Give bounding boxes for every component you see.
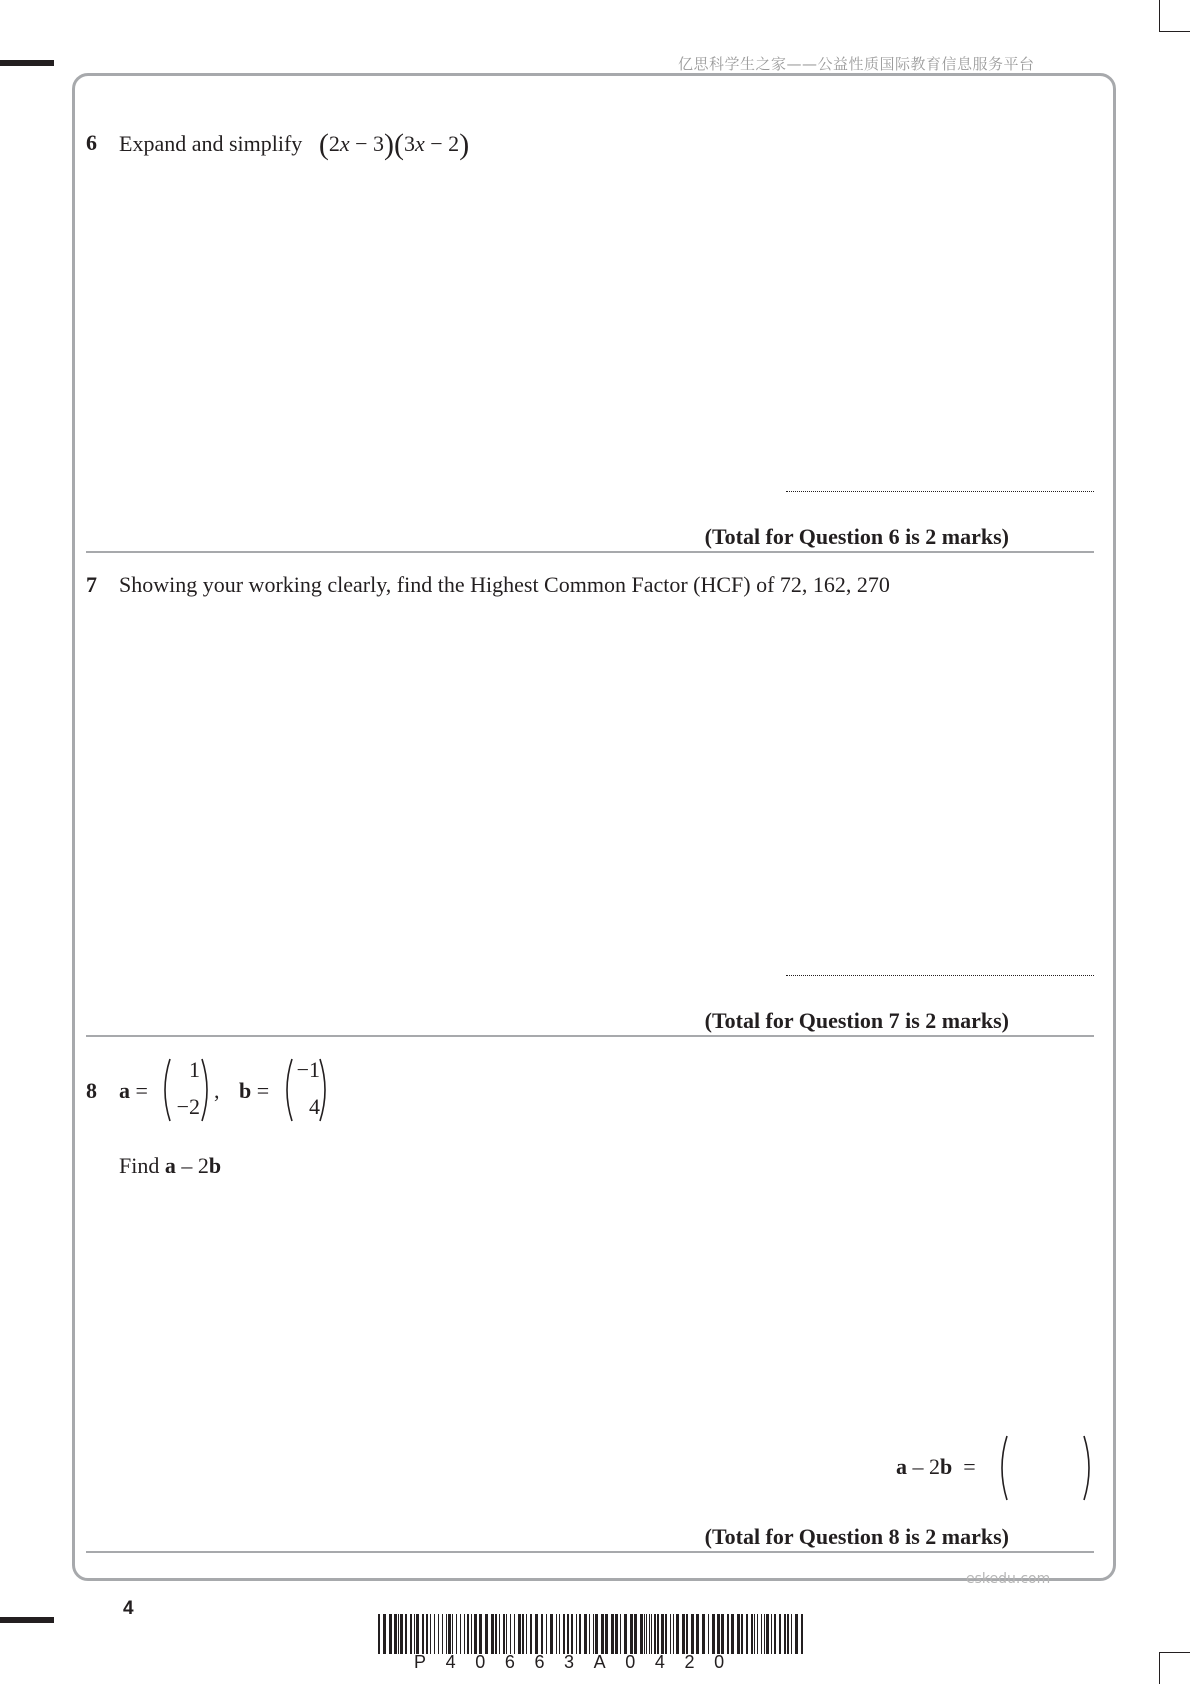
barcode-bar — [394, 1614, 397, 1654]
page-number: 4 — [123, 1598, 134, 1619]
vector-a-equals: = — [135, 1078, 148, 1103]
barcode-bar — [741, 1614, 743, 1654]
barcode-bar — [640, 1614, 643, 1654]
answer-vector-a: a — [896, 1454, 907, 1479]
barcode-bar — [576, 1614, 577, 1654]
barcode-bar — [611, 1614, 614, 1654]
barcode-bar — [452, 1614, 453, 1654]
crop-mark-top-right-v — [1159, 0, 1160, 32]
barcode-bar — [398, 1614, 399, 1654]
paren-open-2: ( — [394, 128, 404, 161]
barcode — [378, 1614, 810, 1654]
barcode-bar — [405, 1614, 407, 1654]
question-7-number: 7 — [86, 572, 97, 597]
barcode-bar — [530, 1614, 532, 1654]
answer-left-paren — [995, 1434, 1009, 1502]
barcode-bar — [754, 1614, 755, 1654]
barcode-bar — [791, 1614, 792, 1654]
answer-vector-box[interactable] — [1012, 1436, 1092, 1500]
barcode-bar — [556, 1614, 557, 1654]
vector-a-bottom: −2 — [176, 1094, 200, 1119]
barcode-bar — [559, 1614, 560, 1654]
question-6-answer-line[interactable] — [786, 491, 1094, 492]
vector-a-name: a — [119, 1078, 130, 1103]
barcode-bar — [448, 1614, 451, 1654]
barcode-bar — [579, 1614, 581, 1654]
barcode-bar — [467, 1614, 469, 1654]
barcode-bar — [673, 1614, 674, 1654]
barcode-bar — [702, 1614, 705, 1654]
barcode-bar — [670, 1614, 671, 1654]
barcode-bar — [546, 1614, 547, 1654]
question-6-expression — [318, 128, 470, 161]
barcode-bar — [503, 1614, 505, 1654]
find-vector-b: b — [208, 1153, 222, 1178]
barcode-bar — [383, 1614, 386, 1654]
question-frame — [72, 73, 1116, 1581]
barcode-bar — [460, 1614, 461, 1654]
registration-mark-bottom-left — [0, 1617, 54, 1623]
barcode-bar — [522, 1614, 524, 1654]
vector-b-top: −1 — [296, 1057, 320, 1082]
barcode-bar — [499, 1614, 500, 1654]
barcode-bar — [518, 1614, 521, 1654]
barcode-bar — [657, 1614, 659, 1654]
barcode-bar — [550, 1614, 553, 1654]
paren-close-2: ) — [459, 128, 470, 161]
var-x-2: x — [415, 131, 425, 156]
paren-open-1: ( — [318, 128, 329, 161]
barcode-bar — [514, 1614, 515, 1654]
barcode-bar — [761, 1614, 762, 1654]
crop-mark-top-right-h — [1160, 31, 1190, 32]
barcode-bar — [795, 1614, 798, 1654]
barcode-bar — [605, 1614, 608, 1654]
barcode-bar — [464, 1614, 465, 1654]
question-8-separator — [86, 1551, 1094, 1553]
barcode-bar — [766, 1614, 769, 1654]
barcode-bar — [438, 1614, 439, 1654]
barcode-bar — [601, 1614, 604, 1654]
barcode-bar — [721, 1614, 724, 1654]
barcode-bar — [757, 1614, 758, 1654]
barcode-bar — [634, 1614, 637, 1654]
barcode-bar — [691, 1614, 694, 1654]
question-8-total: (Total for Question 8 is 2 marks) — [704, 1524, 1009, 1549]
barcode-bar — [410, 1614, 412, 1654]
coef-1: 2 — [328, 131, 340, 156]
barcode-bar — [434, 1614, 435, 1654]
question-6-text — [119, 130, 469, 160]
vector-b-name: b — [239, 1078, 252, 1103]
barcode-text: P40663A0420 — [414, 1652, 744, 1672]
barcode-bar — [389, 1614, 392, 1654]
const-2: − 2 — [424, 131, 460, 156]
barcode-bar — [779, 1614, 781, 1654]
barcode-bar — [456, 1614, 457, 1654]
barcode-bar — [696, 1614, 699, 1654]
vector-b-bottom: 4 — [309, 1094, 320, 1119]
barcode-bar — [712, 1614, 715, 1654]
barcode-bar — [654, 1614, 656, 1654]
barcode-bar — [708, 1614, 709, 1654]
barcode-bar — [649, 1614, 650, 1654]
barcode-bar — [676, 1614, 679, 1654]
barcode-bar — [751, 1614, 753, 1654]
vector-b-equals: = — [256, 1078, 270, 1103]
barcode-bar — [682, 1614, 685, 1654]
question-7-separator — [86, 1035, 1094, 1037]
barcode-bar — [414, 1614, 415, 1654]
barcode-bar — [630, 1614, 633, 1654]
barcode-bar — [801, 1614, 803, 1654]
barcode-bar — [485, 1614, 488, 1654]
barcode-bar — [446, 1614, 447, 1654]
barcode-bar — [784, 1614, 786, 1654]
barcode-bar — [595, 1614, 598, 1654]
answer-minus-two: – 2 — [907, 1454, 940, 1479]
const-1: − 3 — [349, 131, 384, 156]
barcode-bar — [567, 1614, 569, 1654]
barcode-bar — [526, 1614, 527, 1654]
barcode-bar — [686, 1614, 688, 1654]
barcode-bar — [510, 1614, 511, 1654]
barcode-bar — [764, 1614, 765, 1654]
find-vector-a: a — [164, 1153, 176, 1178]
barcode-bar — [731, 1614, 734, 1654]
question-7-total: (Total for Question 7 is 2 marks) — [704, 1008, 1009, 1033]
question-8-number: 8 — [86, 1078, 97, 1103]
vector-b-label — [239, 1078, 269, 1104]
barcode-bar — [400, 1614, 403, 1654]
barcode-bar — [426, 1614, 428, 1654]
barcode-bar — [506, 1614, 507, 1654]
barcode-bar — [571, 1614, 573, 1654]
barcode-bar — [727, 1614, 729, 1654]
barcode-bar — [615, 1614, 618, 1654]
barcode-bar — [442, 1614, 443, 1654]
barcode-bar — [771, 1614, 772, 1654]
barcode-bar — [563, 1614, 565, 1654]
question-6-instruction: Expand and simplify — [119, 131, 303, 156]
barcode-bar — [746, 1614, 748, 1654]
paren-close-1: ) — [384, 128, 394, 161]
question-8-answer-label — [896, 1454, 976, 1480]
barcode-bar — [646, 1614, 647, 1654]
crop-mark-bottom-right-h — [1160, 1652, 1190, 1653]
answer-right-paren — [1082, 1434, 1096, 1502]
barcode-bar — [584, 1614, 587, 1654]
barcode-bar — [474, 1614, 477, 1654]
question-6-total: (Total for Question 6 is 2 marks) — [704, 524, 1009, 549]
barcode-bar — [416, 1614, 419, 1654]
barcode-bar — [717, 1614, 720, 1654]
vector-a-comma: , — [214, 1078, 220, 1103]
barcode-bar — [593, 1614, 594, 1654]
crop-mark-bottom-right-v — [1159, 1652, 1160, 1684]
barcode-bar — [665, 1614, 667, 1654]
find-minus-two: – 2 — [175, 1153, 209, 1178]
barcode-bar — [737, 1614, 740, 1654]
coef-2: 3 — [404, 131, 415, 156]
barcode-bar — [471, 1614, 472, 1654]
barcode-bar — [661, 1614, 664, 1654]
answer-equals: = — [963, 1454, 976, 1479]
barcode-bar — [774, 1614, 776, 1654]
find-word: Find — [119, 1153, 160, 1178]
var-x-1: x — [339, 131, 350, 156]
barcode-bar — [541, 1614, 543, 1654]
barcode-bar — [378, 1614, 380, 1654]
watermark-bottom: eskedu.com — [966, 1571, 1051, 1587]
barcode-bar — [624, 1614, 627, 1654]
barcode-bar — [620, 1614, 621, 1654]
barcode-bar — [651, 1614, 652, 1654]
vector-a-right-paren — [200, 1057, 214, 1123]
question-8-instruction — [119, 1153, 221, 1179]
barcode-bar — [787, 1614, 789, 1654]
barcode-bar — [644, 1614, 645, 1654]
barcode-bar — [535, 1614, 538, 1654]
question-6-separator — [86, 551, 1094, 553]
barcode-bar — [422, 1614, 424, 1654]
vector-b-right-paren — [318, 1057, 332, 1123]
barcode-bar — [491, 1614, 494, 1654]
question-7-text: Showing your working clearly, find the Highest Common Factor (HCF) of 72, 162, 270 — [119, 572, 890, 597]
vector-a-label — [119, 1078, 148, 1104]
answer-vector-b: b — [940, 1454, 953, 1479]
barcode-bar — [495, 1614, 497, 1654]
question-7-answer-line[interactable] — [786, 975, 1094, 976]
watermark-top: 亿思科学生之家——公益性质国际教育信息服务平台 — [678, 55, 1035, 73]
vector-a-top: 1 — [189, 1057, 200, 1082]
barcode-bar — [479, 1614, 482, 1654]
barcode-bar — [589, 1614, 590, 1654]
barcode-bar — [430, 1614, 431, 1654]
registration-mark-top-left — [0, 60, 54, 66]
question-6-number: 6 — [86, 130, 97, 155]
